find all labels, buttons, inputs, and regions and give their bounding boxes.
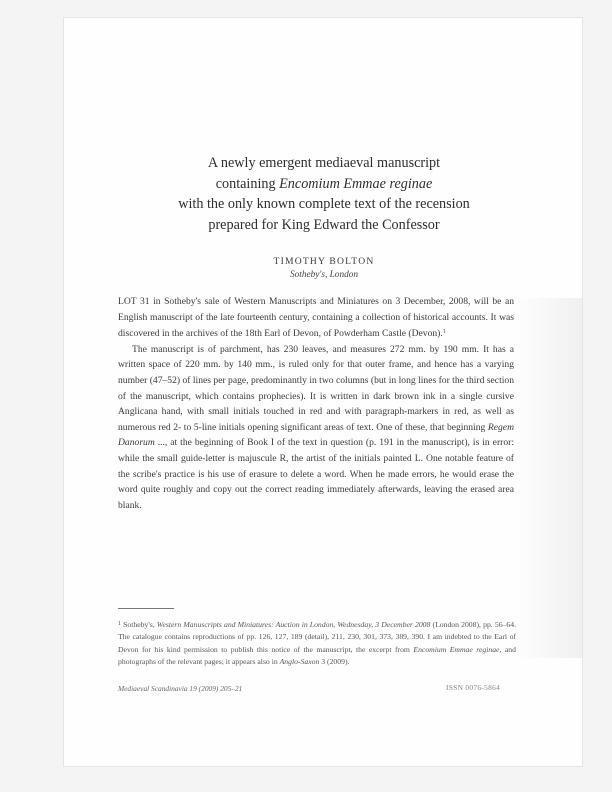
footnote-number: 1 [118, 621, 121, 627]
title-line-4: prepared for King Edward the Confessor [208, 216, 440, 233]
footnote-text-d: 3 (2009). [319, 656, 350, 666]
paragraph-2-text-b: ..., at the beginning of Book I of the text in question (p. 191 in the manuscript), is in error: while the small guide-letter is majuscule R, the artist of the initials painted L. One notable feature of the scribe's practice is his use of erasure to delete a word. When he made errors, he would erase the word quite roughly and copy out the correct reading immediately afterwards, leaving the erased area blank. [118, 437, 514, 511]
issn-number: ISSN 0076-5864 [446, 683, 501, 692]
page-shadow [516, 298, 582, 658]
footnote-divider [118, 608, 174, 609]
footnote-text-c: , and photographs of the relevant pages; it appears also in [118, 644, 516, 666]
author-affiliation: Sotheby's, London [289, 270, 359, 280]
title-line-1: A newly emergent mediaeval manuscript [207, 155, 441, 171]
footnote-italic-2: Encomium Emmae reginae [413, 644, 500, 654]
footnote-italic-1: Western Manuscripts and Miniatures: Auction in London, Wednesday, 3 December 2008 [156, 620, 431, 629]
paragraph-2-text-a: The manuscript is of parchment, has 230 leaves, and measures 272 mm. by 190 mm. It has a written space of 220 mm. by 140 mm., is ruled only for that outer frame, and hence has a varying number (47–52) of lines per page, predominantly in two columns (but in long lines for the third section of the manuscript, which contains prophecies). It is written in dark brown ink in a single cursive Anglicana hand, with small initials touched in red and with paragraph-markers in red, as well as numerous red 2- to 5-line initials opening significant areas of text. One of these, that beginning [118, 343, 514, 433]
paragraph-1-text: LOT 31 in Sotheby's sale of Western Manuscripts and Miniatures on 3 December, 2008, will be an English manuscript of the late fourteenth century, containing a collection of historical accounts. It was discovered in the archives of the 18th Earl of Devon, of Powderham Castle (Devon). [118, 296, 514, 340]
article-body [118, 294, 514, 513]
document-page [64, 18, 582, 766]
title-line-2 [124, 174, 524, 195]
footnote-text-b: (London 2008), pp. 56–64. The catalogue contains reproductions of pp. 126, 127, 189 (detail), 211, 230, 301, 373, 389, 390. I am indebted to the Earl of Devon for his kind permission to publish this notice of the manuscript, the excerpt from [118, 620, 516, 654]
article-title [124, 153, 524, 235]
footnote-1 [118, 618, 516, 668]
paragraph-1 [118, 294, 514, 342]
author-name: TIMOTHY BOLTON [273, 256, 375, 267]
title-line-2-text: containing [215, 175, 280, 192]
journal-citation: Mediaeval Scandinavia 19 (2009) 205–21 [118, 684, 243, 693]
footnote [118, 618, 516, 668]
footnote-italic-3: Anglo-Saxon [279, 656, 320, 666]
title-line-3: with the only known complete text of the recension [178, 196, 470, 212]
paragraph-2 [118, 342, 514, 514]
paragraph-2-italic: Regem Danorum [118, 421, 514, 449]
footnote-marker: 1 [442, 329, 446, 336]
footnote-text-a: Sotheby's, [123, 620, 157, 629]
title-line-2-italic: Encomium Emmae reginae [279, 175, 433, 192]
